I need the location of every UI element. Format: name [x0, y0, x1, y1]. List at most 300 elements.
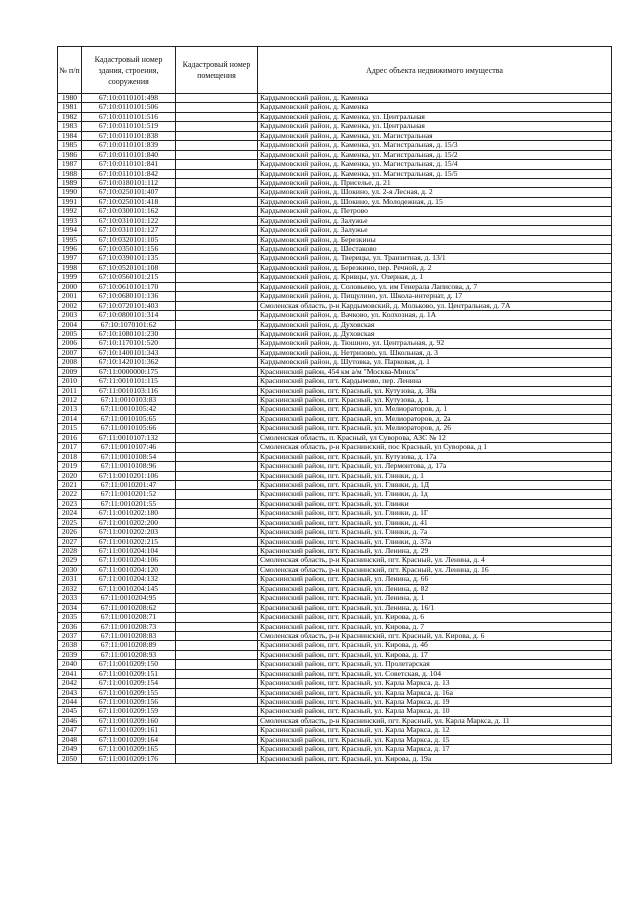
cadastral-premise-number: [176, 301, 258, 310]
row-number: 2013: [58, 405, 82, 414]
property-address: Краснинский район, пгт. Красный, ул. Ленина, д. 1: [258, 594, 612, 603]
property-address: Краснинский район, пгт. Красный, ул. Карла Маркса, д. 17: [258, 745, 612, 754]
cadastral-premise-number: [176, 245, 258, 254]
cadastral-premise-number: [176, 122, 258, 131]
table-row: [58, 603, 612, 612]
cadastral-building-number: 67:11:0010209:159: [82, 707, 176, 716]
property-address: Краснинский район, пгт. Красный, ул. Глинки, д. 1Д: [258, 480, 612, 489]
cadastral-premise-number: [176, 622, 258, 631]
property-address: Краснинский район, пгт. Красный, ул. Ленина, д. 16/1: [258, 603, 612, 612]
row-number: 2033: [58, 594, 82, 603]
table-row: [58, 688, 612, 697]
row-number: 1994: [58, 226, 82, 235]
table-row: [58, 735, 612, 744]
property-address: Краснинский район, пгт. Красный, ул. Глинки, д. 1д: [258, 490, 612, 499]
cadastral-premise-number: [176, 603, 258, 612]
cadastral-premise-number: [176, 405, 258, 414]
property-address: Кардымовский район, д. Каменка, ул. Центральная: [258, 112, 612, 121]
cadastral-building-number: 67:11:0010204:95: [82, 594, 176, 603]
cadastral-building-number: 67:11:0010208:71: [82, 613, 176, 622]
row-number: 2017: [58, 443, 82, 452]
cadastral-premise-number: [176, 471, 258, 480]
table-row: [58, 537, 612, 546]
property-address: Краснинский район, пгт. Красный, ул. Глинки, д. 7а: [258, 528, 612, 537]
row-number: 2003: [58, 311, 82, 320]
row-number: 1986: [58, 150, 82, 159]
cadastral-premise-number: [176, 735, 258, 744]
cadastral-building-number: 67:10:0800101:314: [82, 311, 176, 320]
row-number: 2047: [58, 726, 82, 735]
cadastral-building-number: 67:11:0010204:120: [82, 565, 176, 574]
table-row: [58, 528, 612, 537]
cadastral-premise-number: [176, 169, 258, 178]
cadastral-building-number: 67:11:0010209:155: [82, 688, 176, 697]
cadastral-building-number: 67:11:0010107:132: [82, 433, 176, 442]
row-number: 2036: [58, 622, 82, 631]
cadastral-premise-number: [176, 480, 258, 489]
cadastral-premise-number: [176, 556, 258, 565]
row-number: 1991: [58, 197, 82, 206]
property-address: Краснинский район, пгт. Красный, ул. Глинки, д. 1Г: [258, 509, 612, 518]
cadastral-building-number: 67:11:0010208:83: [82, 631, 176, 640]
row-number: 2000: [58, 282, 82, 291]
cadastral-building-number: 67:10:0310101:127: [82, 226, 176, 235]
cadastral-premise-number: [176, 631, 258, 640]
property-address: Кардымовский район, д. Тверицы, ул. Транзитная, д. 13/1: [258, 254, 612, 263]
cadastral-premise-number: [176, 528, 258, 537]
cadastral-premise-number: [176, 490, 258, 499]
cadastral-building-number: 67:11:0010208:62: [82, 603, 176, 612]
table-row: [58, 273, 612, 282]
row-number: 1995: [58, 235, 82, 244]
cadastral-premise-number: [176, 141, 258, 150]
property-address: Смоленская область, р-н Краснинский, пгт. Красный, ул. Ленина, д. 16: [258, 565, 612, 574]
cadastral-building-number: 67:10:0680101:136: [82, 292, 176, 301]
property-address: Краснинский район, пгт. Красный, ул. Кирова, д. 6: [258, 613, 612, 622]
row-number: 2026: [58, 528, 82, 537]
row-number: 1988: [58, 169, 82, 178]
cadastral-building-number: 67:11:0010105:42: [82, 405, 176, 414]
table-row: [58, 650, 612, 659]
property-address: Кардымовский район, д. Залужье: [258, 216, 612, 225]
cadastral-building-number: 67:10:0250101:407: [82, 188, 176, 197]
cadastral-premise-number: [176, 254, 258, 263]
table-row: [58, 396, 612, 405]
cadastral-building-number: 67:11:0010108:54: [82, 452, 176, 461]
row-number: 2046: [58, 716, 82, 725]
row-number: 1980: [58, 94, 82, 103]
table-row: [58, 754, 612, 763]
row-number: 2048: [58, 735, 82, 744]
cadastral-building-number: 67:10:0610101:170: [82, 282, 176, 291]
cadastral-building-number: 67:11:0010202:180: [82, 509, 176, 518]
table-body: [58, 94, 612, 764]
property-address: Краснинский район, пгт. Красный, ул. Лермонтова, д. 17а: [258, 462, 612, 471]
row-number: 2044: [58, 698, 82, 707]
cadastral-building-number: 67:11:0010204:104: [82, 547, 176, 556]
table-row: [58, 462, 612, 471]
cadastral-building-number: 67:11:0010204:132: [82, 575, 176, 584]
property-address: Краснинский район, пгт. Красный, ул. Мелиораторов, д. 2а: [258, 414, 612, 423]
property-address: Краснинский район, пгт. Красный, ул. Кутузова, д. 1: [258, 396, 612, 405]
property-address: Краснинский район, пгт. Красный, ул. Ленина, д. 29: [258, 547, 612, 556]
property-address: Краснинский район, пгт. Красный, ул. Советская, д. 104: [258, 669, 612, 678]
row-number: 2042: [58, 679, 82, 688]
row-number: 2025: [58, 518, 82, 527]
row-number: 2018: [58, 452, 82, 461]
row-number: 2007: [58, 348, 82, 357]
table-row: [58, 584, 612, 593]
cadastral-premise-number: [176, 424, 258, 433]
cadastral-premise-number: [176, 641, 258, 650]
cadastral-building-number: 67:11:0010208:73: [82, 622, 176, 631]
table-row: [58, 207, 612, 216]
cadastral-premise-number: [176, 707, 258, 716]
property-address: Краснинский район, пгт. Красный, ул. Кутузова, д. 17а: [258, 452, 612, 461]
cadastral-building-number: 67:11:0010103:83: [82, 396, 176, 405]
property-address: Смоленская область, п. Красный, ул Суворова, АЗС № 12: [258, 433, 612, 442]
cadastral-premise-number: [176, 178, 258, 187]
cadastral-building-number: 67:10:0110101:838: [82, 131, 176, 140]
cadastral-premise-number: [176, 235, 258, 244]
row-number: 2016: [58, 433, 82, 442]
cadastral-building-number: 67:11:0010202:215: [82, 537, 176, 546]
cadastral-building-number: 67:11:0010108:96: [82, 462, 176, 471]
table-row: [58, 311, 612, 320]
property-address: Краснинский район, пгт. Красный, ул. Мелиораторов, д. 26: [258, 424, 612, 433]
cadastral-building-number: 67:10:0300101:162: [82, 207, 176, 216]
cadastral-premise-number: [176, 414, 258, 423]
table-row: [58, 613, 612, 622]
table-row: [58, 386, 612, 395]
property-address: Кардымовский район, д. Соловьево, ул. им Генерала Лаписова, д. 7: [258, 282, 612, 291]
cadastral-building-number: 67:11:0010202:200: [82, 518, 176, 527]
table-row: [58, 131, 612, 140]
row-number: 2004: [58, 320, 82, 329]
cadastral-building-number: 67:11:0010103:116: [82, 386, 176, 395]
cadastral-building-number: 67:11:0010105:65: [82, 414, 176, 423]
header-cad-premise: Кадастровый номер помещения: [176, 47, 258, 94]
cadastral-premise-number: [176, 716, 258, 725]
cadastral-premise-number: [176, 547, 258, 556]
table-row: [58, 414, 612, 423]
property-address: Краснинский район, пгт. Красный, ул. Глинки, д. 1: [258, 471, 612, 480]
table-row: [58, 452, 612, 461]
cadastral-premise-number: [176, 197, 258, 206]
cadastral-building-number: 67:10:1400101:343: [82, 348, 176, 357]
property-address: Краснинский район, пгт. Красный, ул. Кирова, д. 4б: [258, 641, 612, 650]
row-number: 1985: [58, 141, 82, 150]
cadastral-building-number: 67:11:0010209:150: [82, 660, 176, 669]
property-address: Краснинский район, пгт. Красный, ул. Карла Маркса, д. 10: [258, 707, 612, 716]
table-row: [58, 348, 612, 357]
property-address: Краснинский район, пгт. Красный, ул. Кирова, д. 19а: [258, 754, 612, 763]
table-row: [58, 622, 612, 631]
property-address: Кардымовский район, д. Тюшино, ул. Центральная, д. 92: [258, 339, 612, 348]
table-row: [58, 641, 612, 650]
cadastral-premise-number: [176, 273, 258, 282]
property-address: Краснинский район, пгт. Красный, ул. Карла Маркса, д. 19: [258, 698, 612, 707]
table-row: [58, 254, 612, 263]
row-number: 2037: [58, 631, 82, 640]
row-number: 2024: [58, 509, 82, 518]
property-table: [57, 46, 612, 764]
property-address: Смоленская область, р-н Краснинский, пос Красный, ул Суворова, д 1: [258, 443, 612, 452]
cadastral-building-number: 67:11:0010201:52: [82, 490, 176, 499]
header-cad-building: Кадастровый номер здания, строения, сооружения: [82, 47, 176, 94]
property-address: Кардымовский район, д. Березкины: [258, 235, 612, 244]
cadastral-building-number: 67:11:0010105:66: [82, 424, 176, 433]
row-number: 1999: [58, 273, 82, 282]
property-address: Краснинский район, пгт. Красный, ул. Мелиораторов, д. 1: [258, 405, 612, 414]
cadastral-building-number: 67:10:0110101:506: [82, 103, 176, 112]
cadastral-premise-number: [176, 282, 258, 291]
row-number: 2015: [58, 424, 82, 433]
cadastral-premise-number: [176, 698, 258, 707]
property-address: Краснинский район, пгт. Красный, ул. Карла Маркса, д. 13: [258, 679, 612, 688]
cadastral-premise-number: [176, 660, 258, 669]
cadastral-premise-number: [176, 386, 258, 395]
row-number: 2050: [58, 754, 82, 763]
property-address: Краснинский район, пгт. Красный, ул. Карла Маркса, д. 16а: [258, 688, 612, 697]
property-address: Кардымовский район, д. Березкино, пер. Речной, д. 2: [258, 263, 612, 272]
table-row: [58, 112, 612, 121]
cadastral-building-number: 67:11:0010209:161: [82, 726, 176, 735]
cadastral-premise-number: [176, 131, 258, 140]
row-number: 2035: [58, 613, 82, 622]
document-page: [57, 46, 612, 764]
table-row: [58, 726, 612, 735]
table-row: [58, 745, 612, 754]
cadastral-premise-number: [176, 650, 258, 659]
header-address: Адрес объекта недвижимого имущества: [258, 47, 612, 94]
table-row: [58, 556, 612, 565]
cadastral-building-number: 67:10:0250101:418: [82, 197, 176, 206]
property-address: Кардымовский район, д. Каменка, ул. Магистральная: [258, 131, 612, 140]
cadastral-building-number: 67:11:0010201:106: [82, 471, 176, 480]
row-number: 2030: [58, 565, 82, 574]
row-number: 2043: [58, 688, 82, 697]
cadastral-building-number: 67:11:0010204:145: [82, 584, 176, 593]
cadastral-building-number: 67:11:0010201:55: [82, 499, 176, 508]
property-address: Смоленская область, р-н Краснинский, пгт. Красный, ул. Ленина, д. 4: [258, 556, 612, 565]
property-address: Краснинский район, 454 км а/м "Москва-Минск": [258, 367, 612, 376]
cadastral-premise-number: [176, 396, 258, 405]
row-number: 2029: [58, 556, 82, 565]
cadastral-premise-number: [176, 348, 258, 357]
row-number: 2019: [58, 462, 82, 471]
table-row: [58, 669, 612, 678]
table-row: [58, 631, 612, 640]
table-row: [58, 122, 612, 131]
cadastral-premise-number: [176, 311, 258, 320]
cadastral-building-number: 67:11:0010101:115: [82, 377, 176, 386]
table-row: [58, 443, 612, 452]
table-row: [58, 197, 612, 206]
table-row: [58, 405, 612, 414]
table-row: [58, 339, 612, 348]
property-address: Кардымовский район, д. Приселье, д. 21: [258, 178, 612, 187]
cadastral-building-number: 67:10:0110101:841: [82, 160, 176, 169]
cadastral-building-number: 67:11:0000000:175: [82, 367, 176, 376]
row-number: 2034: [58, 603, 82, 612]
table-row: [58, 263, 612, 272]
row-number: 2023: [58, 499, 82, 508]
cadastral-premise-number: [176, 188, 258, 197]
cadastral-building-number: 67:10:1420101:362: [82, 358, 176, 367]
cadastral-building-number: 67:10:0320101:105: [82, 235, 176, 244]
cadastral-building-number: 67:11:0010208:93: [82, 650, 176, 659]
table-row: [58, 141, 612, 150]
cadastral-premise-number: [176, 263, 258, 272]
property-address: Краснинский район, пгт. Красный, ул. Карла Маркса, д. 15: [258, 735, 612, 744]
cadastral-building-number: 67:10:0560101:215: [82, 273, 176, 282]
cadastral-premise-number: [176, 103, 258, 112]
cadastral-building-number: 67:11:0010201:47: [82, 480, 176, 489]
table-row: [58, 329, 612, 338]
cadastral-building-number: 67:10:0310101:122: [82, 216, 176, 225]
property-address: Краснинский район, пгт. Красный, ул. Кирова, д. 17: [258, 650, 612, 659]
cadastral-building-number: 67:11:0010204:106: [82, 556, 176, 565]
cadastral-premise-number: [176, 452, 258, 461]
property-address: Кардымовский район, д. Кривцы, ул. Озерная, д. 1: [258, 273, 612, 282]
cadastral-premise-number: [176, 377, 258, 386]
property-address: Кардымовский район, д. Каменка, ул. Центральная: [258, 122, 612, 131]
cadastral-premise-number: [176, 112, 258, 121]
property-address: Краснинский район, пгт. Красный, ул. Кирова, д. 7: [258, 622, 612, 631]
property-address: Кардымовский район, д. Шестаково: [258, 245, 612, 254]
cadastral-premise-number: [176, 320, 258, 329]
row-number: 1984: [58, 131, 82, 140]
cadastral-premise-number: [176, 94, 258, 103]
cadastral-premise-number: [176, 216, 258, 225]
table-row: [58, 471, 612, 480]
property-address: Кардымовский район, д. Нетризово, ул. Школьная, д. 3: [258, 348, 612, 357]
cadastral-premise-number: [176, 329, 258, 338]
property-address: Краснинский район, пгт. Красный, ул. Карла Маркса, д. 12: [258, 726, 612, 735]
cadastral-building-number: 67:10:0110101:498: [82, 94, 176, 103]
property-address: Смоленская область, р-н Краснинский, пгт. Красный, ул. Карла Маркса, д. 11: [258, 716, 612, 725]
row-number: 2039: [58, 650, 82, 659]
property-address: Кардымовский район, д. Вачково, ул. Колхозная, д. 1А: [258, 311, 612, 320]
row-number: 2020: [58, 471, 82, 480]
table-row: [58, 480, 612, 489]
table-row: [58, 547, 612, 556]
row-number: 2028: [58, 547, 82, 556]
property-address: Кардымовский район, д. Духовская: [258, 320, 612, 329]
cadastral-premise-number: [176, 537, 258, 546]
property-address: Краснинский район, пгт. Красный, ул. Глинки, д. 41: [258, 518, 612, 527]
cadastral-premise-number: [176, 499, 258, 508]
row-number: 2001: [58, 292, 82, 301]
row-number: 2038: [58, 641, 82, 650]
table-row: [58, 679, 612, 688]
property-address: Смоленская область, р-н Краснинский, пгт. Красный, ул. Кирова, д. 6: [258, 631, 612, 640]
table-row: [58, 235, 612, 244]
property-address: Кардымовский район, д. Шутовка, ул. Парковая, д. 1: [258, 358, 612, 367]
cadastral-premise-number: [176, 339, 258, 348]
property-address: Кардымовский район, д. Шокино, ул. Молодежная, д. 15: [258, 197, 612, 206]
property-address: Кардымовский район, д. Каменка: [258, 94, 612, 103]
table-row: [58, 433, 612, 442]
table-row: [58, 178, 612, 187]
cadastral-premise-number: [176, 358, 258, 367]
property-address: Кардымовский район, д. Петрово: [258, 207, 612, 216]
cadastral-premise-number: [176, 443, 258, 452]
table-row: [58, 358, 612, 367]
row-number: 2012: [58, 396, 82, 405]
row-number: 2010: [58, 377, 82, 386]
table-row: [58, 490, 612, 499]
cadastral-building-number: 67:10:0110101:516: [82, 112, 176, 121]
table-row: [58, 188, 612, 197]
row-number: 2040: [58, 660, 82, 669]
property-address: Кардымовский район, д. Каменка, ул. Магистральная, д. 15/4: [258, 160, 612, 169]
cadastral-building-number: 67:10:0110101:519: [82, 122, 176, 131]
cadastral-premise-number: [176, 745, 258, 754]
table-row: [58, 292, 612, 301]
table-row: [58, 424, 612, 433]
cadastral-building-number: 67:10:0350101:156: [82, 245, 176, 254]
table-row: [58, 707, 612, 716]
table-row: [58, 575, 612, 584]
table-row: [58, 245, 612, 254]
property-address: Кардымовский район, д. Залужье: [258, 226, 612, 235]
row-number: 2005: [58, 329, 82, 338]
cadastral-premise-number: [176, 150, 258, 159]
cadastral-building-number: 67:11:0010107:46: [82, 443, 176, 452]
table-row: [58, 660, 612, 669]
table-row: [58, 509, 612, 518]
table-row: [58, 565, 612, 574]
table-row: [58, 169, 612, 178]
cadastral-premise-number: [176, 584, 258, 593]
row-number: 1982: [58, 112, 82, 121]
row-number: 2049: [58, 745, 82, 754]
row-number: 2021: [58, 480, 82, 489]
row-number: 1987: [58, 160, 82, 169]
table-row: [58, 94, 612, 103]
row-number: 2045: [58, 707, 82, 716]
row-number: 2031: [58, 575, 82, 584]
cadastral-building-number: 67:10:0180101:112: [82, 178, 176, 187]
cadastral-building-number: 67:11:0010209:165: [82, 745, 176, 754]
cadastral-premise-number: [176, 292, 258, 301]
cadastral-building-number: 67:11:0010202:203: [82, 528, 176, 537]
cadastral-premise-number: [176, 594, 258, 603]
cadastral-premise-number: [176, 669, 258, 678]
cadastral-premise-number: [176, 160, 258, 169]
cadastral-building-number: 67:11:0010209:156: [82, 698, 176, 707]
row-number: 1996: [58, 245, 82, 254]
cadastral-building-number: 67:10:0390101:135: [82, 254, 176, 263]
row-number: 2009: [58, 367, 82, 376]
cadastral-premise-number: [176, 565, 258, 574]
table-row: [58, 594, 612, 603]
row-number: 1983: [58, 122, 82, 131]
table-row: [58, 150, 612, 159]
cadastral-building-number: 67:11:0010209:151: [82, 669, 176, 678]
property-address: Кардымовский район, д. Каменка: [258, 103, 612, 112]
cadastral-premise-number: [176, 575, 258, 584]
row-number: 2041: [58, 669, 82, 678]
cadastral-premise-number: [176, 433, 258, 442]
row-number: 1989: [58, 178, 82, 187]
property-address: Краснинский район, пгт. Красный, ул. Пролетарская: [258, 660, 612, 669]
table-row: [58, 499, 612, 508]
table-row: [58, 216, 612, 225]
cadastral-premise-number: [176, 207, 258, 216]
